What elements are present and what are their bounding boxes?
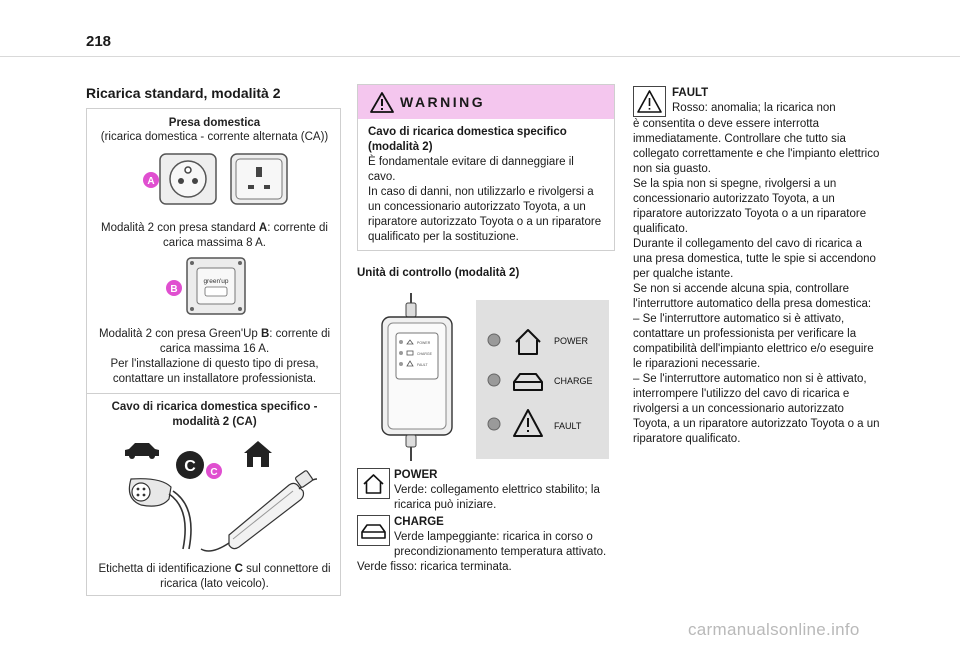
mode-a-line2: carica massima 8 A. (163, 237, 266, 249)
mode-b-line4: contattare un installatore professionista. (112, 373, 317, 385)
greenup-label: green'up (203, 278, 229, 285)
warning-line: riparatore autorizzato Toyota o a un riparatore (368, 216, 602, 228)
fault-led (488, 418, 500, 430)
warning-header (358, 85, 614, 119)
fault-line: – Se l'interruttore automatico non si è attivato, (633, 373, 867, 385)
label-c-text (87, 562, 342, 592)
warning-line: cavo. (368, 171, 396, 183)
fault-line: è consentita o deve essere interrotta (633, 118, 820, 130)
fault-line: riparatore autorizzato Toyota o a un riparatore (633, 208, 867, 220)
mode-a-rest: : corrente di (267, 222, 328, 234)
badge-a (143, 172, 159, 188)
power-legend-icon (357, 468, 390, 499)
panel-charge-label: CHARGE (554, 376, 593, 386)
warning-line: qualificato per la sostituzione. (368, 231, 519, 243)
fault-legend-icon (633, 86, 666, 117)
device-charge-label: CHARGE (417, 352, 432, 356)
mode-b-line2: carica massima 16 A. (159, 343, 270, 355)
warning-triangle-icon (370, 91, 394, 113)
badge-c-label: C (210, 467, 218, 478)
charge-legend-icon (357, 515, 390, 546)
left-box-divider (87, 393, 340, 394)
section-title: Ricarica standard, modalità 2 (86, 85, 281, 101)
greenup-socket-illustration (165, 254, 255, 319)
indicator-panel (476, 300, 609, 459)
fault-line: concessionario autorizzato Toyota, a un (633, 193, 835, 205)
control-unit-title: Unità di controllo (modalità 2) (357, 267, 520, 279)
fault-line: riparatore qualificato. (633, 433, 741, 445)
power-legend (357, 468, 615, 513)
fault-title: FAULT (672, 87, 709, 99)
mode-b-pre: Modalità 2 con presa Green'Up (98, 328, 261, 340)
cable-title (87, 400, 342, 430)
control-unit-device-illustration (376, 293, 466, 461)
label-c-line2: ricarica (lato veicolo). (160, 578, 269, 590)
badge-b-label: B (170, 284, 178, 295)
fault-line: compatibilità dell'impianto elettrico e/o eseguire (633, 343, 874, 355)
power-led (488, 334, 500, 346)
badge-c-dark (176, 451, 204, 479)
warning-heading-line2: (modalità 2) (368, 141, 433, 153)
label-c-pre: Etichetta di identificazione (98, 563, 235, 575)
charge-legend-title: CHARGE (394, 516, 444, 528)
charge-legend (357, 515, 615, 575)
mode-b-rest: : corrente di (269, 328, 331, 340)
vehicle-connector-icon (129, 479, 191, 549)
fault-line: – Se l'interruttore automatico si è attivato, (633, 313, 845, 325)
fault-line: collegato correttamente e che l'impianto elettrico (633, 148, 880, 160)
mode-a-letter: A (258, 222, 268, 234)
warning-box (357, 84, 615, 251)
charging-cable-illustration (111, 439, 321, 554)
panel-fault-label: FAULT (554, 421, 582, 431)
mode-b-letter: B (260, 328, 270, 340)
badge-a-label: A (147, 176, 155, 187)
fault-line: Toyota, a un riparatore autorizzato Toyota o a un (633, 418, 880, 430)
fault-line: Se non si accende alcuna spia, controllare (633, 283, 850, 295)
device-fault-label: FAULT (417, 363, 428, 367)
socket-subtitle: (ricarica domestica - corrente alternata (CA)) (100, 131, 329, 143)
uk-socket-icon (231, 154, 287, 204)
fault-section (633, 86, 891, 447)
label-c-letter: C (234, 563, 243, 575)
mode-a-text (87, 221, 342, 251)
watermark: carmanualsonline.info (688, 620, 860, 639)
cable-title-line1: Cavo di ricarica domestica specifico - (111, 401, 318, 413)
fault-line: l'interruttore automatico della presa domestica: (633, 298, 872, 310)
fault-line: rivolgersi a un concessionario autorizzato (633, 403, 844, 415)
fault-line: immediatamente. Controllare che tutto sia (633, 133, 846, 145)
greenup-socket-icon (187, 258, 245, 314)
mode-b-text (87, 327, 342, 387)
car-icon (125, 443, 159, 459)
power-legend-title: POWER (394, 469, 438, 481)
fault-line: una presa domestica, tutte le spie si accendono (633, 253, 876, 265)
header-rule (0, 56, 960, 57)
fault-line: non sia guasto. (633, 163, 712, 175)
fault-line: qualificato. (633, 223, 688, 235)
warning-heading-line1: Cavo di ricarica domestica specifico (368, 126, 567, 138)
warning-line: un concessionario autorizzato Toyota, a un (368, 201, 586, 213)
warning-title: WARNING (400, 94, 486, 110)
control-box-icon (201, 470, 317, 551)
fault-line: interrompere l'utilizzo del cavo di ricarica e (633, 388, 850, 400)
charge-legend-line2: precondizionamento temperatura attivato. (394, 546, 607, 558)
fault-line: le riparazioni necessarie. (633, 358, 761, 370)
device-power-label: POWER (417, 341, 431, 345)
panel-power-label: POWER (554, 336, 589, 346)
charge-legend-line1: Verde lampeggiante: ricarica in corso o (394, 531, 593, 543)
charge-legend-line3: Verde fisso: ricarica terminata. (357, 561, 512, 573)
warning-line: È fondamentale evitare di danneggiare il (368, 156, 574, 168)
badge-c (206, 463, 222, 479)
fault-line: Se la spia non si spegne, rivolgersi a un (633, 178, 837, 190)
french-socket-icon (160, 154, 216, 204)
fault-line: Durante il collegamento del cavo di ricarica a (633, 238, 862, 250)
socket-info-box (86, 108, 341, 596)
home-icon (244, 441, 272, 467)
fault-first-line: Rosso: anomalia; la ricarica non (672, 102, 836, 114)
page-number: 218 (86, 33, 112, 50)
power-legend-line2: ricarica può iniziare. (394, 499, 497, 511)
cable-title-line2: modalità 2 (CA) (172, 416, 257, 428)
mode-b-line3: Per l'installazione di questo tipo di presa, (110, 358, 319, 370)
warning-line: In caso di danni, non utilizzarlo e rivolgersi a (368, 186, 594, 198)
fault-line: per qualche istante. (633, 268, 734, 280)
charge-led (488, 374, 500, 386)
warning-body (368, 125, 608, 245)
fault-line: contattare un professionista per verificare la (633, 328, 857, 340)
label-c-rest: sul connettore di (242, 563, 331, 575)
badge-b (166, 280, 182, 296)
socket-illustration (143, 149, 303, 207)
mode-a-pre: Modalità 2 con presa standard (101, 222, 259, 234)
power-legend-line1: Verde: collegamento elettrico stabilito; la (394, 484, 600, 496)
socket-title: Presa domestica (168, 117, 261, 129)
badge-c-dark-label: C (184, 458, 196, 475)
